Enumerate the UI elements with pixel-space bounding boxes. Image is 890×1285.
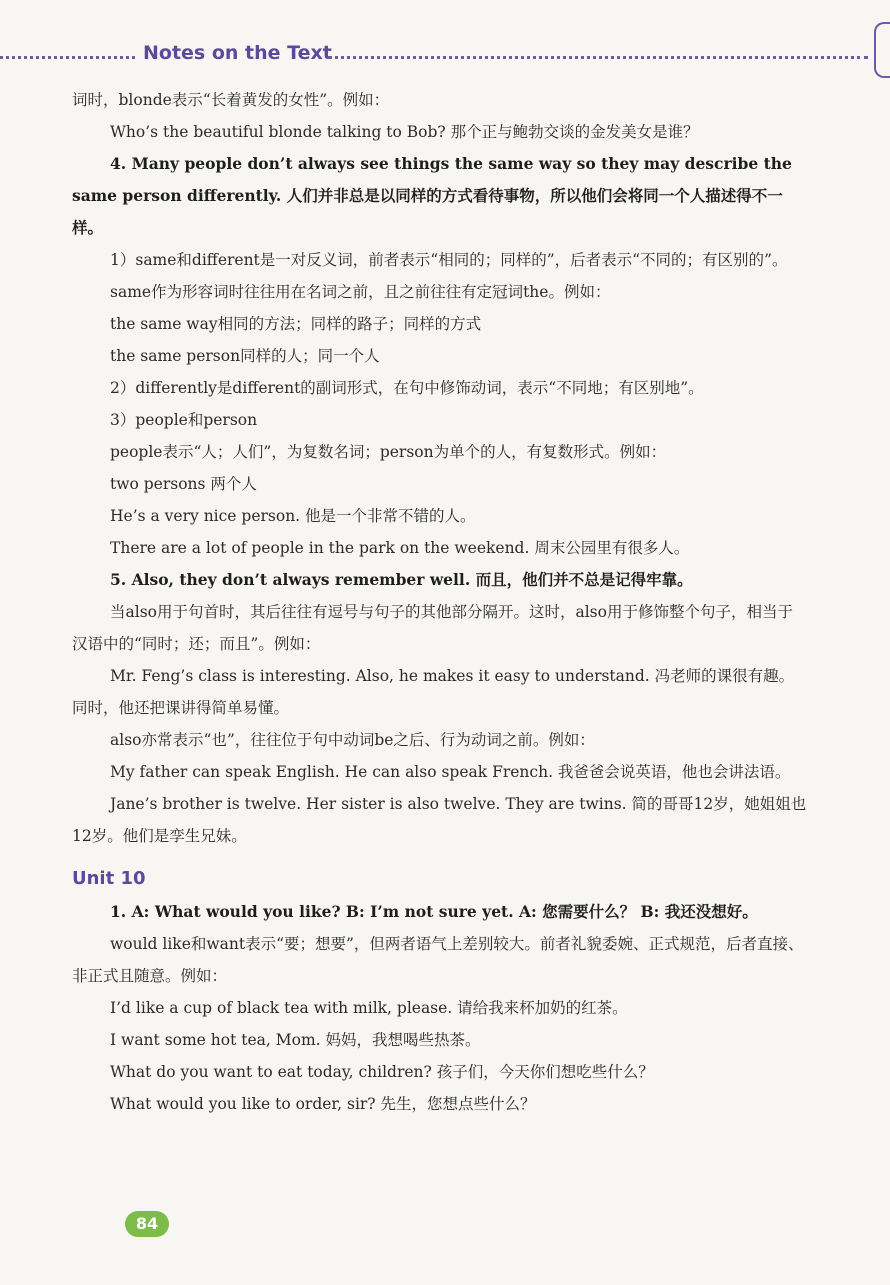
note-paragraph: would like和want表示“要；想要”，但两者语气上差别较大。前者礼貌委婉、正式规范，后者直接、非正式且随意。例如：: [72, 935, 804, 985]
page-edge-tab: [874, 22, 890, 78]
example-sentence: Mr. Feng’s class is interesting. Also, he makes it easy to understand. 冯老师的课很有趣。同时，他还把课讲得简单易懂。: [72, 667, 795, 717]
example-sentence: two persons 两个人: [110, 475, 257, 493]
example-sentence: the same person同样的人；同一个人: [110, 347, 380, 365]
example-sentence: My father can speak English. He can also speak French. 我爸爸会说英语，他也会讲法语。: [110, 763, 791, 781]
example-sentence: He’s a very nice person. 他是一个非常不错的人。: [110, 507, 476, 525]
unit-heading: Unit 10: [72, 868, 146, 889]
page-number-badge: 84: [125, 1211, 169, 1237]
notes-body: [72, 84, 808, 1120]
example-sentence: I’d like a cup of black tea with milk, please. 请给我来杯加奶的红茶。: [110, 999, 628, 1017]
example-sentence: the same way相同的方法；同样的路子；同样的方式: [110, 315, 482, 333]
note-paragraph: 1）same和different是一对反义词，前者表示“相同的；同样的”，后者表示“不同的；有区别的”。: [110, 251, 788, 269]
running-header: [0, 42, 890, 72]
example-sentence: Jane’s brother is twelve. Her sister is also twelve. They are twins. 简的哥哥12岁，她姐姐也12岁。他们是孪生兄妹。: [72, 795, 807, 845]
note-paragraph: 3）people和person: [110, 411, 258, 429]
note-heading-4: 4. Many people don’t always see things the same way so they may describe the same person differently. 人们并非总是以同样的方式看待事物，所以他们会将同一个人描述得不一样。: [72, 154, 792, 237]
example-sentence: There are a lot of people in the park on the weekend. 周末公园里有很多人。: [110, 539, 690, 557]
note-paragraph: 词时，blonde表示“长着黄发的女性”。例如：: [72, 91, 390, 109]
header-dotted-rule-right: [328, 56, 868, 59]
note-paragraph: also亦常表示“也”，往往位于句中动词be之后、行为动词之前。例如：: [110, 731, 595, 749]
note-heading-5: 5. Also, they don’t always remember well. 而且，他们并不总是记得牢靠。: [110, 570, 693, 589]
note-heading-1: 1. A: What would you like? B: I’m not sure yet. A: 您需要什么？ B: 我还没想好。: [110, 902, 758, 921]
note-paragraph: 当also用于句首时，其后往往有逗号与句子的其他部分隔开。这时，also用于修饰整个句子，相当于汉语中的“同时；还；而且”。例如：: [72, 603, 793, 653]
header-title: Notes on the Text: [143, 42, 332, 64]
note-paragraph: same作为形容词时往往用在名词之前，且之前往往有定冠词the。例如：: [110, 283, 611, 301]
example-sentence: What would you like to order, sir? 先生，您想点些什么？: [110, 1095, 536, 1113]
example-sentence: Who’s the beautiful blonde talking to Bob? 那个正与鲍勃交谈的金发美女是谁？: [110, 123, 699, 141]
example-sentence: I want some hot tea, Mom. 妈妈，我想喝些热茶。: [110, 1031, 481, 1049]
note-paragraph: 2）differently是different的副词形式，在句中修饰动词，表示“不同地；有区别地”。: [110, 379, 704, 397]
header-dotted-rule-left: [0, 56, 135, 59]
example-sentence: What do you want to eat today, children? 孩子们，今天你们想吃些什么？: [110, 1063, 654, 1081]
note-paragraph: people表示“人；人们”，为复数名词；person为单个的人，有复数形式。例如：: [110, 443, 667, 461]
